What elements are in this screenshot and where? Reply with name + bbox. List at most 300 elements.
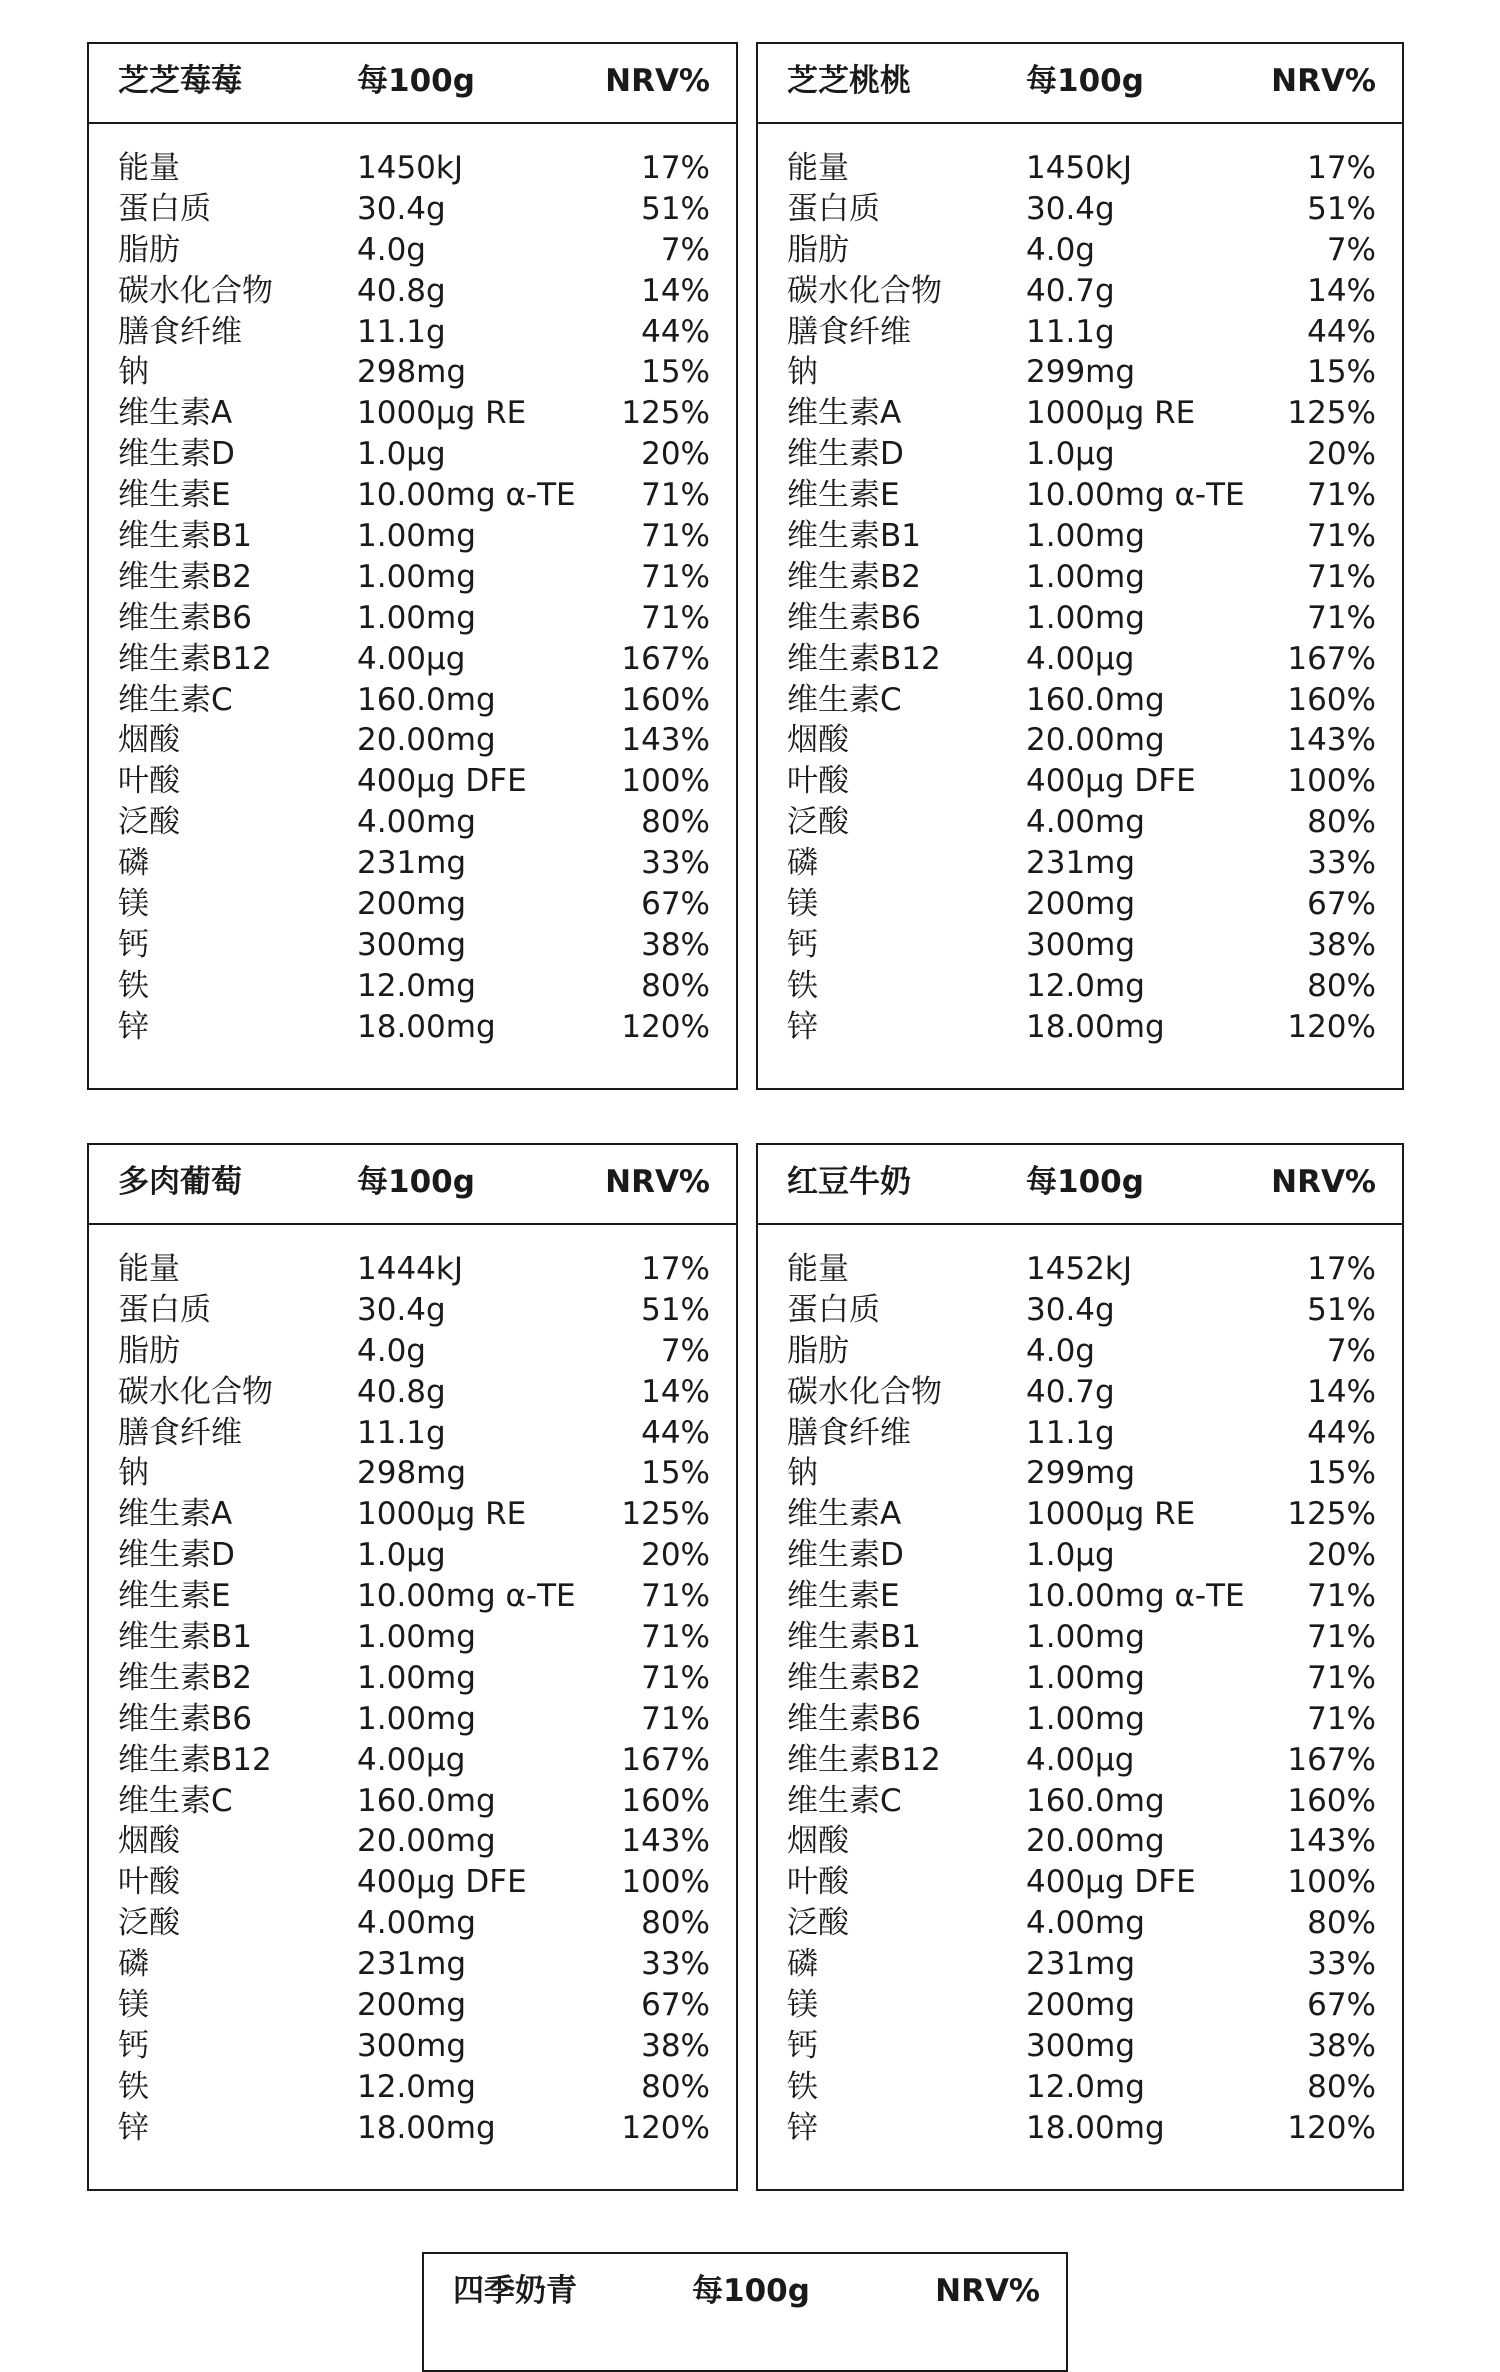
nutrient-amount: 400μg DFE (357, 1864, 527, 1901)
nutrient-nrv: 80% (641, 967, 710, 1004)
nutrient-nrv: 44% (641, 1414, 710, 1451)
nutrient-row (89, 393, 736, 434)
nutrient-row (89, 1985, 736, 2026)
nutrient-row (758, 1821, 1402, 1862)
nutrient-nrv: 14% (641, 272, 710, 309)
nutrient-amount: 12.0mg (357, 2068, 476, 2105)
nutrient-amount: 1.00mg (1026, 1619, 1145, 1656)
nutrient-row (89, 598, 736, 639)
nutrient-amount: 40.7g (1026, 1373, 1115, 1410)
nutrition-panel (756, 42, 1404, 1090)
nutrient-name: 维生素D (118, 1537, 235, 1574)
nutrient-row (89, 1862, 736, 1903)
nutrient-row (758, 189, 1402, 230)
nutrient-name: 维生素B6 (118, 1700, 252, 1737)
nutrient-amount: 18.00mg (357, 2109, 496, 2146)
nutrient-row (758, 393, 1402, 434)
per-100g-header: 每100g (1026, 1164, 1144, 1200)
nutrient-nrv: 143% (1287, 1823, 1376, 1860)
nutrient-nrv: 17% (641, 1251, 710, 1287)
per-100g-header: 每100g (1026, 63, 1144, 99)
nutrient-amount: 1000μg RE (357, 395, 527, 432)
nutrient-amount: 160.0mg (1026, 1782, 1165, 1819)
nutrient-row (89, 1617, 736, 1658)
nutrient-row (89, 230, 736, 271)
nutrient-row (89, 925, 736, 966)
nutrient-name: 蛋白质 (787, 190, 880, 227)
nutrient-nrv: 160% (1287, 681, 1376, 718)
nutrient-nrv: 38% (641, 2027, 710, 2064)
nutrient-nrv: 71% (641, 518, 710, 555)
nutrient-nrv: 143% (621, 1823, 710, 1860)
nutrient-amount: 10.00mg α-TE (1026, 1578, 1245, 1615)
nutrient-nrv: 7% (660, 1332, 710, 1369)
nutrient-name: 维生素D (118, 436, 235, 473)
nutrient-nrv: 167% (621, 640, 710, 677)
nutrient-row (758, 475, 1402, 516)
nutrient-row (758, 2108, 1402, 2149)
nutrient-amount: 1.00mg (1026, 599, 1145, 636)
nutrient-nrv: 167% (1287, 1741, 1376, 1778)
nutrient-nrv: 120% (1287, 1008, 1376, 1045)
nutrient-amount: 1.00mg (1026, 558, 1145, 595)
nutrient-row (758, 1290, 1402, 1331)
nutrient-nrv: 125% (1287, 395, 1376, 432)
nutrient-name: 钠 (118, 1455, 149, 1492)
nutrient-amount: 298mg (357, 1455, 467, 1492)
nutrient-row (758, 1331, 1402, 1372)
nutrient-amount: 1.00mg (357, 1700, 476, 1737)
nutrient-nrv: 44% (1307, 313, 1376, 350)
nutrient-row (89, 312, 736, 353)
nutrient-name: 维生素B6 (118, 599, 252, 636)
nutrient-nrv: 125% (621, 1496, 710, 1533)
nutrient-nrv: 120% (621, 1008, 710, 1045)
nutrient-name: 镁 (787, 1987, 818, 2024)
panel-header (89, 1145, 736, 1225)
nutrient-nrv: 38% (1307, 2027, 1376, 2064)
nutrient-amount: 40.8g (357, 1373, 446, 1410)
nutrition-panel (422, 2252, 1068, 2372)
nutrient-name: 膳食纤维 (118, 1414, 242, 1451)
nutrient-name: 维生素B1 (787, 1619, 921, 1656)
nutrient-amount: 299mg (1026, 354, 1136, 391)
nutrient-amount: 4.00μg (1026, 1741, 1135, 1778)
nutrient-nrv: 20% (641, 436, 710, 473)
nutrient-nrv: 15% (1307, 1455, 1376, 1492)
nutrient-amount: 200mg (1026, 886, 1136, 923)
nutrient-nrv: 100% (1287, 763, 1376, 800)
nutrient-name: 维生素B12 (118, 1741, 272, 1778)
nutrient-nrv: 71% (641, 1659, 710, 1696)
nutrient-row (89, 2067, 736, 2108)
nutrient-amount: 200mg (1026, 1987, 1136, 2024)
nutrient-nrv: 71% (641, 1619, 710, 1656)
nutrient-row (758, 557, 1402, 598)
nutrient-nrv: 51% (641, 190, 710, 227)
nutrient-nrv: 14% (641, 1373, 710, 1410)
nutrient-row (89, 1821, 736, 1862)
nutrient-row (758, 271, 1402, 312)
nutrient-amount: 1.00mg (357, 1619, 476, 1656)
nutrient-amount: 11.1g (1026, 313, 1115, 350)
nutrient-name: 维生素D (787, 1537, 904, 1574)
nutrient-name: 磷 (787, 845, 818, 882)
nutrient-row (758, 1372, 1402, 1413)
nutrient-name: 维生素A (118, 1496, 233, 1533)
nutrient-amount: 160.0mg (357, 1782, 496, 1819)
nutrient-amount: 4.00mg (1026, 1905, 1145, 1942)
nutrient-row (89, 434, 736, 475)
nutrient-row (758, 1699, 1402, 1740)
nutrient-nrv: 71% (641, 477, 710, 514)
nutrient-amount: 40.8g (357, 272, 446, 309)
nutrient-row (89, 1453, 736, 1494)
nutrient-nrv: 33% (641, 1946, 710, 1983)
nutrient-name: 维生素B2 (118, 1659, 252, 1696)
nutrient-row (89, 1740, 736, 1781)
nutrient-nrv: 143% (1287, 722, 1376, 759)
nutrition-panel (756, 1143, 1404, 2191)
nutrient-row (758, 598, 1402, 639)
nutrient-row (89, 966, 736, 1007)
nutrient-name: 蛋白质 (118, 190, 211, 227)
nutrient-amount: 400μg DFE (357, 763, 527, 800)
nutrient-row (89, 639, 736, 680)
nutrient-amount: 1450kJ (357, 150, 463, 186)
nutrient-amount: 12.0mg (1026, 967, 1145, 1004)
nutrient-name: 镁 (118, 1987, 149, 2024)
product-name: 多肉葡萄 (118, 1164, 242, 1200)
nutrient-name: 碳水化合物 (787, 1373, 942, 1410)
nutrient-name: 镁 (118, 886, 149, 923)
nutrient-name: 维生素B1 (118, 518, 252, 555)
nutrient-amount: 12.0mg (357, 967, 476, 1004)
nutrient-row (758, 1535, 1402, 1576)
nutrient-name: 钙 (118, 2027, 149, 2064)
nutrient-name: 蛋白质 (787, 1291, 880, 1328)
nutrient-row (89, 1658, 736, 1699)
nutrient-row (758, 802, 1402, 843)
nutrient-nrv: 14% (1307, 1373, 1376, 1410)
nutrient-amount: 300mg (1026, 926, 1136, 963)
nutrient-row (89, 1494, 736, 1535)
nutrient-list (89, 148, 736, 1048)
nutrient-row (89, 516, 736, 557)
nutrient-row (89, 352, 736, 393)
per-100g-header: 每100g (357, 1164, 475, 1200)
nutrient-name: 维生素B2 (118, 558, 252, 595)
nutrient-name: 维生素B1 (787, 518, 921, 555)
nutrient-amount: 10.00mg α-TE (357, 477, 576, 514)
nutrient-nrv: 20% (641, 1537, 710, 1574)
nutrient-amount: 400μg DFE (1026, 1864, 1196, 1901)
nutrient-row (758, 1862, 1402, 1903)
nutrient-amount: 1.00mg (357, 1659, 476, 1696)
nutrient-row (89, 1372, 736, 1413)
nutrition-panel (87, 42, 738, 1090)
panel-header (89, 44, 736, 124)
nutrient-row (89, 557, 736, 598)
nutrient-nrv: 44% (641, 313, 710, 350)
nutrient-row (89, 1781, 736, 1822)
nutrient-nrv: 80% (1307, 804, 1376, 841)
nutrient-name: 锌 (118, 2109, 149, 2146)
nutrient-row (758, 925, 1402, 966)
nutrient-name: 泛酸 (787, 804, 849, 841)
nutrient-nrv: 17% (1307, 1251, 1376, 1287)
nutrient-nrv: 71% (1307, 1619, 1376, 1656)
nutrient-amount: 1444kJ (357, 1251, 463, 1287)
nutrient-amount: 18.00mg (357, 1008, 496, 1045)
nutrient-name: 钠 (787, 1455, 818, 1492)
nutrient-name: 维生素A (118, 395, 233, 432)
nutrient-nrv: 160% (1287, 1782, 1376, 1819)
nutrient-row (89, 1413, 736, 1454)
nutrient-name: 维生素B12 (787, 640, 941, 677)
nutrient-name: 泛酸 (118, 1905, 180, 1942)
nutrient-row (758, 312, 1402, 353)
nutrient-nrv: 71% (1307, 1659, 1376, 1696)
nutrient-row (758, 148, 1402, 189)
nutrient-amount: 12.0mg (1026, 2068, 1145, 2105)
nrv-header: NRV% (935, 2273, 1040, 2309)
nutrient-nrv: 80% (641, 804, 710, 841)
nutrient-amount: 1.00mg (1026, 518, 1145, 555)
nutrient-row (758, 1453, 1402, 1494)
nrv-header: NRV% (605, 1164, 710, 1200)
nutrient-row (758, 884, 1402, 925)
nutrient-amount: 4.00mg (357, 1905, 476, 1942)
nutrient-amount: 160.0mg (1026, 681, 1165, 718)
nutrient-nrv: 67% (1307, 886, 1376, 923)
nutrient-nrv: 71% (641, 1578, 710, 1615)
nutrient-amount: 231mg (1026, 845, 1136, 882)
nutrient-row (89, 843, 736, 884)
nutrient-name: 维生素C (118, 1782, 233, 1819)
nutrient-nrv: 51% (641, 1291, 710, 1328)
nutrient-row (89, 802, 736, 843)
nutrient-name: 能量 (118, 1251, 180, 1287)
nutrient-amount: 30.4g (1026, 1291, 1115, 1328)
nutrient-row (758, 720, 1402, 761)
nutrient-nrv: 7% (660, 231, 710, 268)
nutrient-nrv: 80% (1307, 2068, 1376, 2105)
nutrient-name: 泛酸 (118, 804, 180, 841)
nutrient-nrv: 71% (1307, 1700, 1376, 1737)
nutrient-nrv: 71% (641, 558, 710, 595)
nutrient-nrv: 80% (641, 1905, 710, 1942)
nutrient-row (89, 1331, 736, 1372)
nutrient-name: 脂肪 (787, 1332, 849, 1369)
nutrient-amount: 231mg (357, 845, 467, 882)
nutrient-amount: 4.0g (357, 231, 426, 268)
nutrient-row (758, 680, 1402, 721)
nutrient-nrv: 17% (641, 150, 710, 186)
nutrient-name: 脂肪 (118, 231, 180, 268)
nutrient-amount: 18.00mg (1026, 2109, 1165, 2146)
nutrient-name: 铁 (118, 967, 149, 1004)
nutrient-name: 维生素A (787, 395, 902, 432)
nutrient-name: 维生素D (787, 436, 904, 473)
nutrient-row (89, 1290, 736, 1331)
nutrient-nrv: 38% (641, 926, 710, 963)
nutrient-row (758, 1944, 1402, 1985)
nutrient-name: 碳水化合物 (118, 1373, 273, 1410)
nutrient-nrv: 33% (1307, 1946, 1376, 1983)
nutrient-amount: 4.00μg (357, 1741, 466, 1778)
nutrient-name: 维生素A (787, 1496, 902, 1533)
nutrient-row (89, 1903, 736, 1944)
nutrient-nrv: 80% (1307, 1905, 1376, 1942)
nutrient-nrv: 51% (1307, 1291, 1376, 1328)
nutrient-name: 锌 (787, 1008, 818, 1045)
nutrient-name: 叶酸 (118, 1864, 180, 1901)
panel-header (758, 44, 1402, 124)
nutrient-amount: 160.0mg (357, 681, 496, 718)
nutrient-row (89, 884, 736, 925)
nutrient-amount: 11.1g (357, 1414, 446, 1451)
nutrient-amount: 1.00mg (357, 558, 476, 595)
nutrient-list (758, 148, 1402, 1048)
nutrient-nrv: 71% (1307, 558, 1376, 595)
nutrient-nrv: 80% (1307, 967, 1376, 1004)
nutrient-name: 叶酸 (787, 763, 849, 800)
nutrient-row (89, 680, 736, 721)
nutrient-amount: 11.1g (1026, 1414, 1115, 1451)
nutrient-row (758, 1494, 1402, 1535)
nutrient-name: 磷 (118, 1946, 149, 1983)
nutrient-amount: 20.00mg (1026, 722, 1165, 759)
nutrient-amount: 4.00μg (1026, 640, 1135, 677)
nutrient-row (89, 1249, 736, 1290)
nutrient-name: 维生素C (787, 1782, 902, 1819)
nutrient-amount: 4.00mg (1026, 804, 1145, 841)
nutrient-row (758, 1576, 1402, 1617)
nutrient-name: 烟酸 (118, 1823, 180, 1860)
nutrient-nrv: 20% (1307, 1537, 1376, 1574)
nutrient-name: 维生素E (787, 477, 900, 514)
nutrient-nrv: 20% (1307, 436, 1376, 473)
nutrient-nrv: 100% (621, 1864, 710, 1901)
nutrient-amount: 4.0g (357, 1332, 426, 1369)
nutrient-nrv: 33% (1307, 845, 1376, 882)
nutrient-row (89, 475, 736, 516)
nutrient-amount: 1.0μg (357, 1537, 446, 1574)
nutrient-amount: 10.00mg α-TE (357, 1578, 576, 1615)
nutrient-name: 烟酸 (118, 722, 180, 759)
nutrition-panel (87, 1143, 738, 2191)
nutrient-name: 蛋白质 (118, 1291, 211, 1328)
nutrient-row (758, 1985, 1402, 2026)
nutrient-amount: 1000μg RE (1026, 1496, 1196, 1533)
nutrient-nrv: 14% (1307, 272, 1376, 309)
nutrient-name: 能量 (787, 150, 849, 186)
nutrient-amount: 30.4g (357, 190, 446, 227)
nutrient-amount: 1000μg RE (357, 1496, 527, 1533)
nutrient-amount: 20.00mg (1026, 1823, 1165, 1860)
nutrient-amount: 231mg (1026, 1946, 1136, 1983)
nutrient-amount: 300mg (357, 926, 467, 963)
nutrient-row (89, 1576, 736, 1617)
nutrient-row (758, 1740, 1402, 1781)
nutrient-nrv: 15% (1307, 354, 1376, 391)
product-name: 芝芝桃桃 (787, 63, 911, 99)
nutrient-amount: 4.0g (1026, 1332, 1095, 1369)
nutrient-nrv: 100% (621, 763, 710, 800)
nutrient-row (758, 639, 1402, 680)
panel-header (424, 2254, 1066, 2332)
nutrient-name: 钙 (787, 926, 818, 963)
panel-header (758, 1145, 1402, 1225)
nutrient-nrv: 7% (1326, 231, 1376, 268)
nutrient-name: 钙 (787, 2027, 818, 2064)
nutrient-row (758, 1413, 1402, 1454)
nutrient-amount: 4.00μg (357, 640, 466, 677)
nutrient-name: 泛酸 (787, 1905, 849, 1942)
nutrient-row (758, 352, 1402, 393)
nutrient-row (89, 189, 736, 230)
nutrient-nrv: 167% (621, 1741, 710, 1778)
nutrient-nrv: 17% (1307, 150, 1376, 186)
nutrient-amount: 1.00mg (357, 518, 476, 555)
nutrient-nrv: 167% (1287, 640, 1376, 677)
nrv-header: NRV% (1271, 1164, 1376, 1200)
nutrient-nrv: 67% (1307, 1987, 1376, 2024)
nutrient-nrv: 125% (621, 395, 710, 432)
per-100g-header: 每100g (357, 63, 475, 99)
nutrient-nrv: 7% (1326, 1332, 1376, 1369)
nutrient-amount: 298mg (357, 354, 467, 391)
nutrient-nrv: 71% (641, 1700, 710, 1737)
nutrient-nrv: 71% (641, 599, 710, 636)
nutrient-amount: 4.0g (1026, 231, 1095, 268)
nutrient-row (89, 2108, 736, 2149)
nutrient-nrv: 15% (641, 1455, 710, 1492)
nutrient-amount: 30.4g (357, 1291, 446, 1328)
nutrient-name: 钠 (787, 354, 818, 391)
nutrient-row (89, 1535, 736, 1576)
nutrient-row (89, 1944, 736, 1985)
nutrient-nrv: 71% (1307, 477, 1376, 514)
nutrient-nrv: 143% (621, 722, 710, 759)
nutrient-name: 镁 (787, 886, 818, 923)
nutrient-row (89, 2026, 736, 2067)
nutrient-amount: 1.0μg (1026, 1537, 1115, 1574)
nutrient-amount: 20.00mg (357, 1823, 496, 1860)
nutrient-amount: 200mg (357, 886, 467, 923)
nutrient-name: 膳食纤维 (787, 313, 911, 350)
nutrient-nrv: 67% (641, 886, 710, 923)
nutrient-name: 维生素B2 (787, 558, 921, 595)
nutrient-amount: 18.00mg (1026, 1008, 1165, 1045)
nutrient-name: 铁 (787, 967, 818, 1004)
product-name: 红豆牛奶 (787, 1164, 911, 1200)
nutrient-amount: 1.00mg (1026, 1700, 1145, 1737)
nutrient-name: 叶酸 (118, 763, 180, 800)
nutrient-name: 磷 (787, 1946, 818, 1983)
nutrient-name: 烟酸 (787, 722, 849, 759)
nutrient-nrv: 80% (641, 2068, 710, 2105)
nutrient-name: 维生素E (787, 1578, 900, 1615)
nutrient-row (758, 1249, 1402, 1290)
nutrient-name: 能量 (787, 1251, 849, 1287)
nutrient-row (758, 1781, 1402, 1822)
nutrient-list (89, 1249, 736, 2149)
nutrient-name: 脂肪 (787, 231, 849, 268)
nutrient-nrv: 71% (1307, 599, 1376, 636)
nutrient-row (758, 2026, 1402, 2067)
